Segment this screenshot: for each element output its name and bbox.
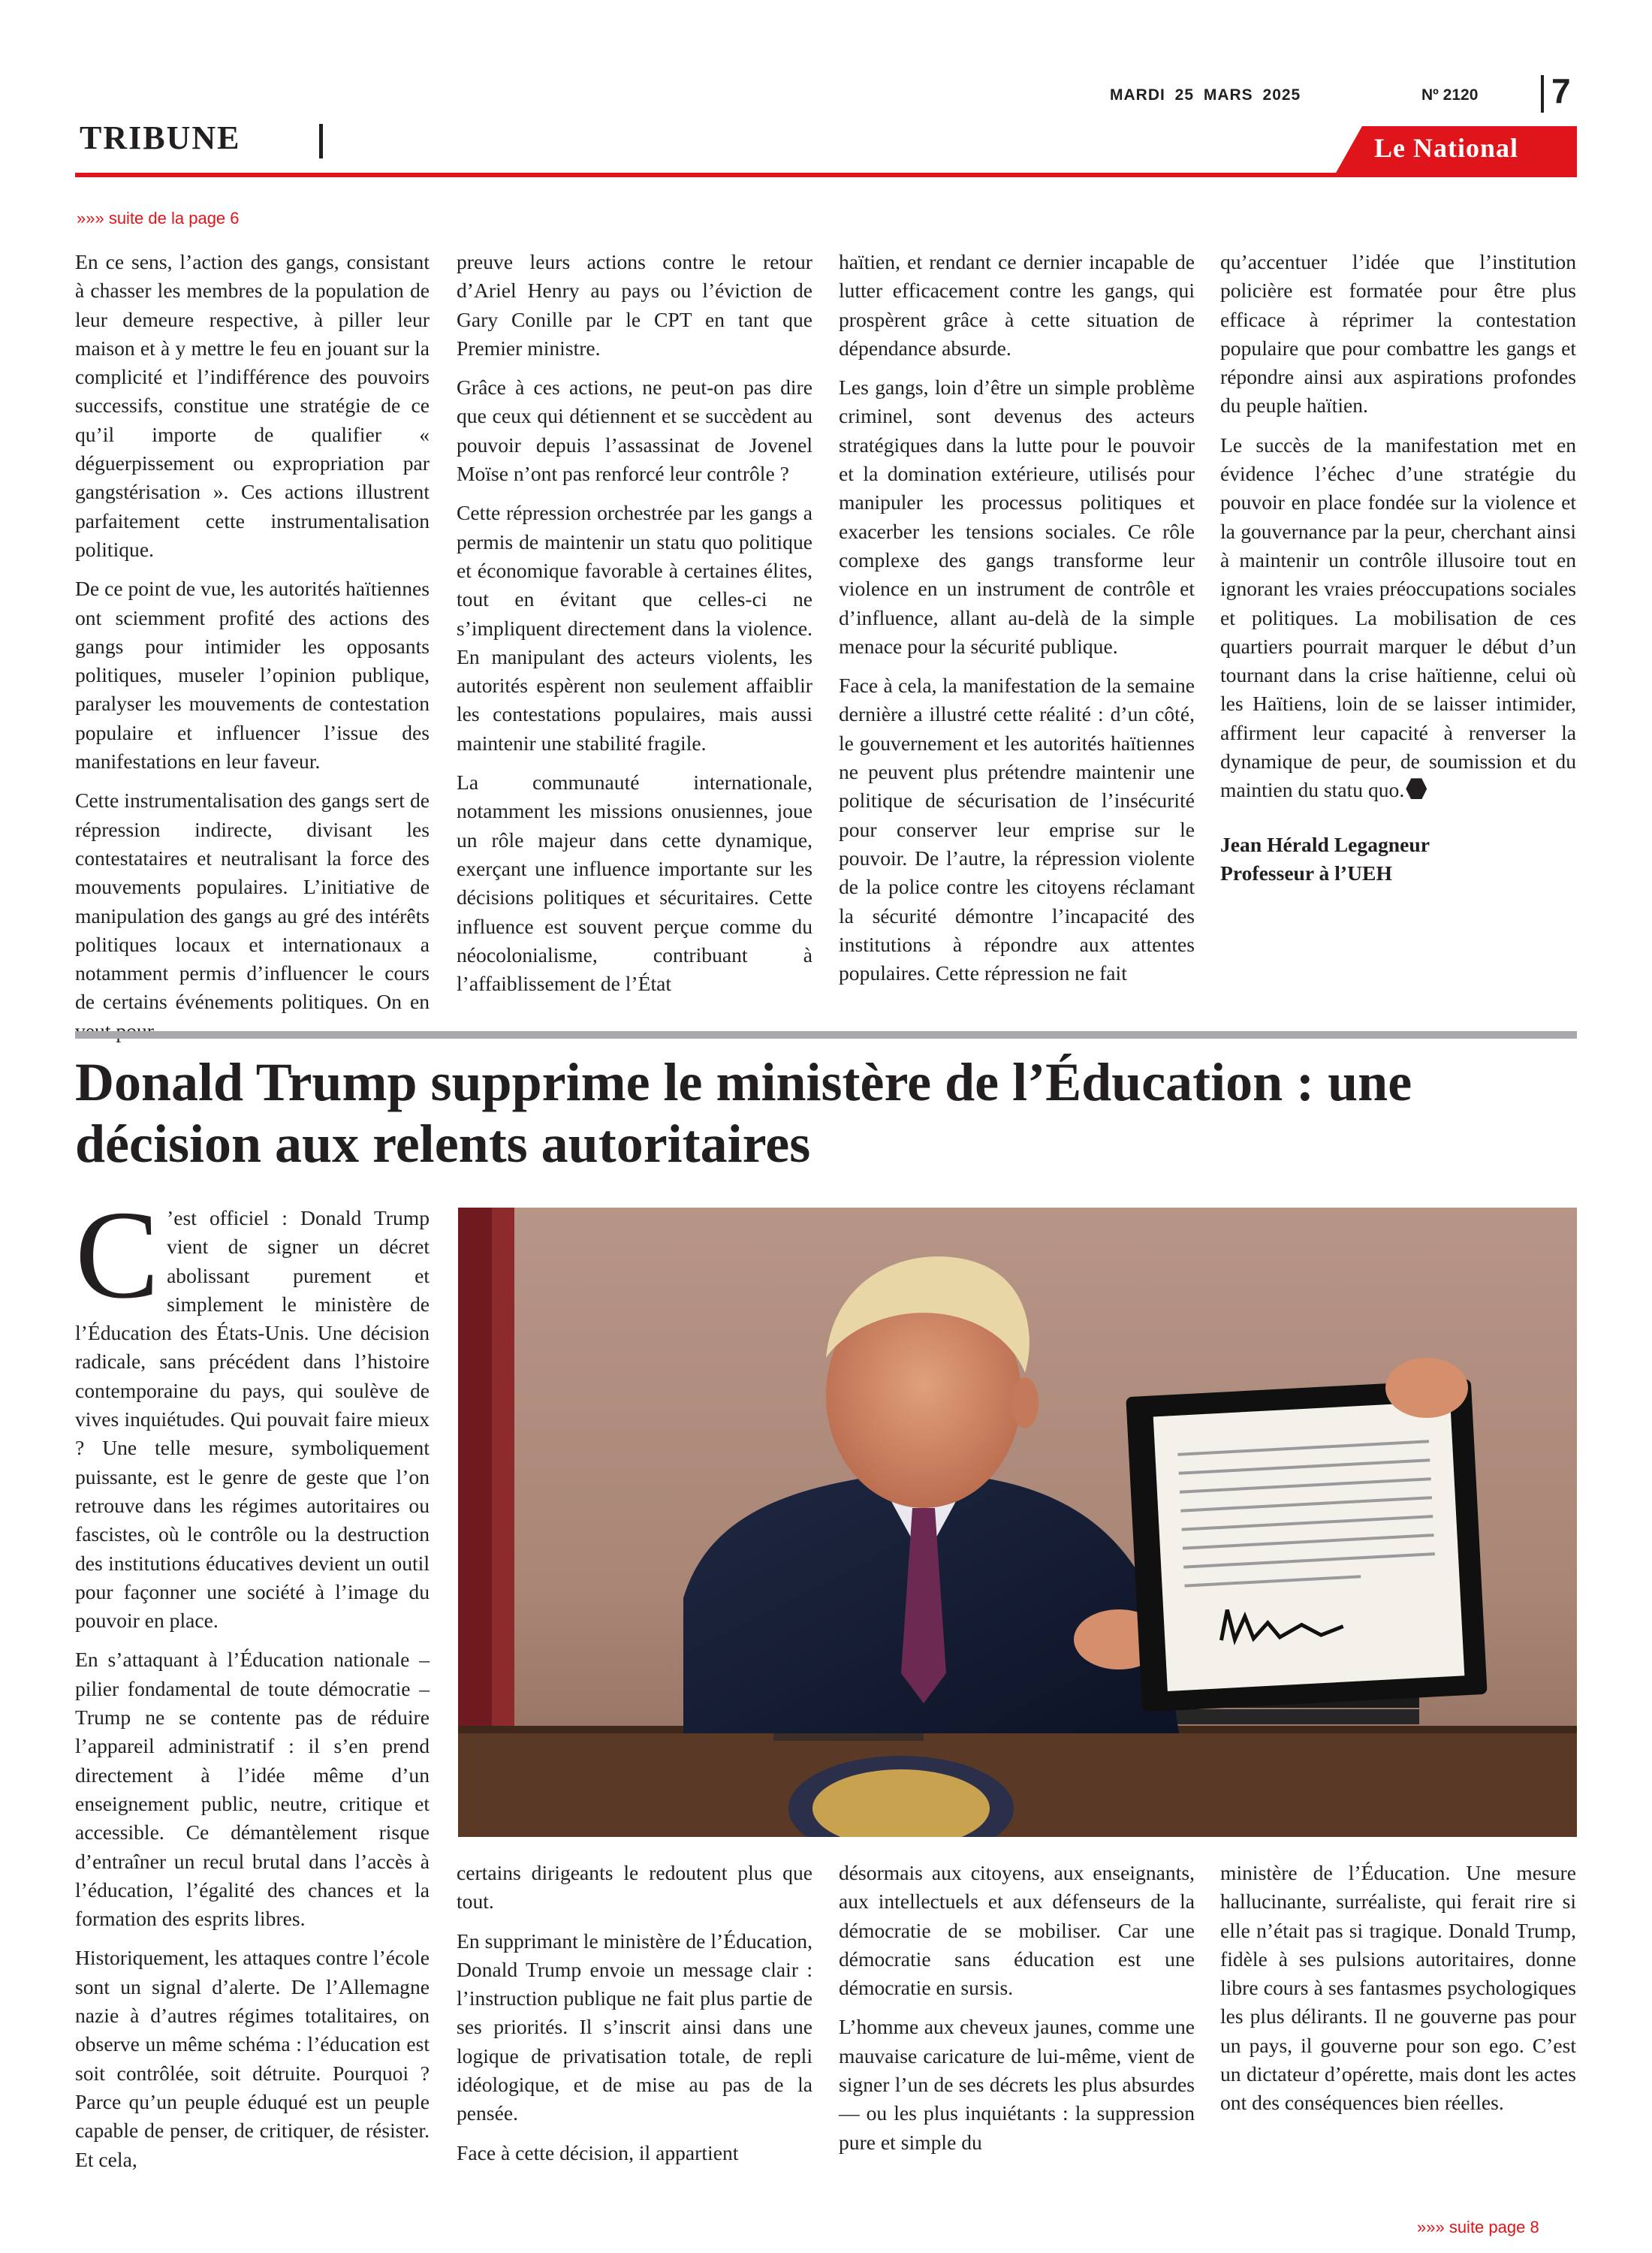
end-of-article-icon <box>1406 778 1427 799</box>
paragraph: désormais aux citoyens, aux enseignants, aux intellectuels et aux défenseurs de la démocratie de se mobiliser. Car une démocratie sans éducation est une démocratie en sursis. <box>839 1861 1195 2000</box>
paragraph: En supprimant le ministère de l’Éducation, Donald Trump envoie un message clair : l’instruction publique ne fait plus partie de ses priorités. Il s’inscrit ainsi dans une logique de privatisation totale, de repli idéologique, et de mise au pas de la pensée. <box>457 1929 812 2125</box>
paragraph: Cette instrumentalisation des gangs sert de répression indirecte, divisant les contestataires et neutralisant la force des mouvements populaires. L’initiative de manipulation des gangs au gré des intérêts politiques locaux et internationaux a notamment permis d’influencer le cours de certains événements politiques. On en <box>75 789 430 1014</box>
paragraph: En ce sens, l’action des gangs, consistant à chasser les membres de la population de leur demeure respective, à piller leur maison et à y mettre le feu en jouant sur la complicité et l’indifférence des pouvoirs successifs, constitue une stratégie de ce qu’il importe de qualifier « déguerpissement ou expropriation par gangstérisation ». Ces actions illustrent parfaitement cette instrumentalisation politique. <box>75 250 430 561</box>
paragraph: Grâce à ces actions, ne peut-on pas dire que ceux qui détiennent et se succèdent au pouvoir depuis l’assassinat de Jovenel Moïse n’ont pas renforcé leur contrôle ? <box>457 376 812 486</box>
paragraph: haïtien, et rendant ce dernier incapable de lutter efficacement contre les gangs, qui prospèrent grâce à cette situation de dépendance absurde. <box>839 250 1195 360</box>
tribune-column-1 <box>75 248 430 1056</box>
paragraph: Les gangs, loin d’être un simple problème criminel, sont devenus des acteurs stratégiques dans la lutte pour le pouvoir et la domination extérieure, utilisés pour manipuler les processus politiques et exacerber les tensions sociales. Ce rôle complexe des gangs transforme leur violence en un instrument de contrôle et d’influence, allant au-delà de la simple menace pour la sécurité publique. <box>839 376 1195 658</box>
continued-from-link[interactable]: »»» suite de la page 6 <box>77 209 240 228</box>
paragraph: preuve leurs actions contre le retour d’Ariel Henry au pays ou l’éviction de Gary Conille par le CPT en tant que Premier ministre. <box>457 250 812 360</box>
newspaper-name: Le National <box>1374 133 1519 163</box>
paragraph-text: Le succès de la manifestation met en évidence l’échec d’une stratégie du pouvoir en place fondée sur la violence et la gouvernance par la peur, cherchant ainsi à maintenir un contrôle illusoire tout en ignorant les vraies préoccupations sociales et politiques. La mobilisation de ces quartiers pourrait marquer le début d’un tournant dans la crise haïtienne, celui où les Haïtiens, loin de se laisser intimider, affirment leur capacité à renverser la dynamique de peur, de soumission et du maintien du statu quo. <box>1220 433 1576 802</box>
article-column-3 <box>839 1859 1195 2167</box>
paragraph: Historiquement, les attaques contre l’école sont un signal d’alerte. De l’Allemagne nazie à d’autres régimes totalitaires, on observe un même schéma : l’éducation est soit contrôlée, soit détruite. Pourquoi ? Parce qu’un peuple éduqué est un peuple capable de penser, de critiquer, de résister. Et cela, <box>75 1946 430 2171</box>
tribune-column-4 <box>1220 248 1576 888</box>
header-divider <box>1541 75 1544 113</box>
author-name: Jean Hérald Legagneur <box>1220 832 1430 856</box>
article-separator <box>75 1031 1577 1039</box>
article-photo <box>458 1208 1577 1837</box>
issue-date: MARDI 25 MARS 2025 <box>1110 86 1301 104</box>
paragraph: De ce point de vue, les autorités haïtiennes ont sciemment profité des actions des gangs pour intimider les opposants politiques, museler l’opinion publique, paralyser les mouvements de contestation populaire et influencer l’issue des manifestations en leur faveur. <box>75 577 430 774</box>
article-column-2 <box>457 1859 812 2178</box>
paragraph: Face à cela, la manifestation de la semaine dernière a illustré cette réalité : d’un côté, le gouvernement et les autorités haïtiennes ne peuvent plus prétendre maintenir une politique de sécurisation de l’insécurité pour conserver leur emprise sur le pouvoir. De l’autre, la répression violente de la police contre les citoyens réclamant la sécurité démontre l’incapacité des institutions à répondre aux attentes populaires. Cette répression ne fait <box>839 674 1195 985</box>
paragraph: certains dirigeants le redoutent plus que tout. <box>457 1861 812 1914</box>
continued-to-link[interactable]: »»» suite page 8 <box>1417 2218 1539 2236</box>
paragraph: Face à cette décision, il appartient <box>457 2140 739 2164</box>
article-headline: Donald Trump supprime le ministère de l’Éducation : une décision aux relents autoritaires <box>75 1052 1412 1174</box>
tribune-column-2 <box>457 248 812 1009</box>
paragraph: En s’attaquant à l’Éducation nationale – pilier fondamental de toute démocratie – Trump ne se contente pas de réduire l’appareil administratif : il s’en prend directement à l’idée même d’un enseignement public, neutre, critique et accessible. Ce démantèlement risque d’entraîner un recul brutal dans l’accès à l’éducation, l’égalité des chances et la formation des esprits libres. <box>75 1648 430 1931</box>
section-divider <box>319 124 323 158</box>
paragraph: qu’accentuer l’idée que l’institution policière est formatée pour être plus efficace à réprimer la contestation populaire que pour combattre les gangs et répondre ainsi aux aspirations profondes du peuple haïtien. <box>1220 250 1576 418</box>
paragraph: ministère de l’Éducation. Une mesure hallucinante, surréaliste, qui ferait rire si elle n’était pas si tragique. Donald Trump, fidèle à ses pulsions autoritaires, donne libre cours à ses fantasmes psychologiques les plus délirants. Il ne gouverne pas pour un pays, il gouverne pour son ego. C’est un dictateur d’opérette, mais dont les actes ont des conséquences bien réelles. <box>1220 1861 1576 2115</box>
author-title: Professeur à l’UEH <box>1220 861 1392 885</box>
issue-number: Nº 2120 <box>1421 86 1479 104</box>
paragraph: L’homme aux cheveux jaunes, comme une mauvaise caricature de lui-même, vient de signer l’un de ses décrets les plus absurdes — ou les plus inquiétants : la suppression pure et simple du <box>839 2015 1195 2154</box>
section-title: TRIBUNE <box>80 119 241 156</box>
paragraph: La communauté internationale, notamment les missions onusiennes, joue un rôle majeur dans cette dynamique, exerçant une influence importante sur les décisions politiques et sécuritaires. Cette influence est souvent perçue comme du néocolonialisme, contribuant à l’affaiblissement de l’État <box>457 771 812 996</box>
paragraph-last <box>1220 431 1576 805</box>
drop-cap: C <box>75 1185 160 1325</box>
page-number: 7 <box>1551 71 1571 110</box>
article-column-4 <box>1220 1859 1576 2128</box>
article-column-1 <box>75 1185 430 2185</box>
paragraph-lead <box>75 1185 430 1635</box>
tribune-column-3 <box>839 248 1195 998</box>
paragraph: Cette répression orchestrée par les gangs a permis de maintenir un statu quo politique et économique favorable à certaines élites, tout en évitant que celles-ci ne s’impliquent directement dans la violence. En manipulant des acteurs violents, les autorités espèrent non seulement affaiblir les contestations populaires, mais aussi maintenir une stabilité fragile. <box>457 501 812 755</box>
paragraph-text: ’est officiel : Donald Trump vient de signer un décret abolissant purement et simplement le ministère de l’Éducation des États-Unis. Une décision radicale, sans précédent dans l’histoire contemporaine du pays, qui soulève de vives inquiétudes. Qui pouvait faire mieux ? Une telle mesure, symboliquement puissante, est le genre de geste que l’on retrouve dans les régimes autoritaires ou fascistes, où le contrôle ou la destruction des institutions éducatives devient un outil pour façonner une société à l’image du pouvoir en place. <box>75 1206 430 1633</box>
